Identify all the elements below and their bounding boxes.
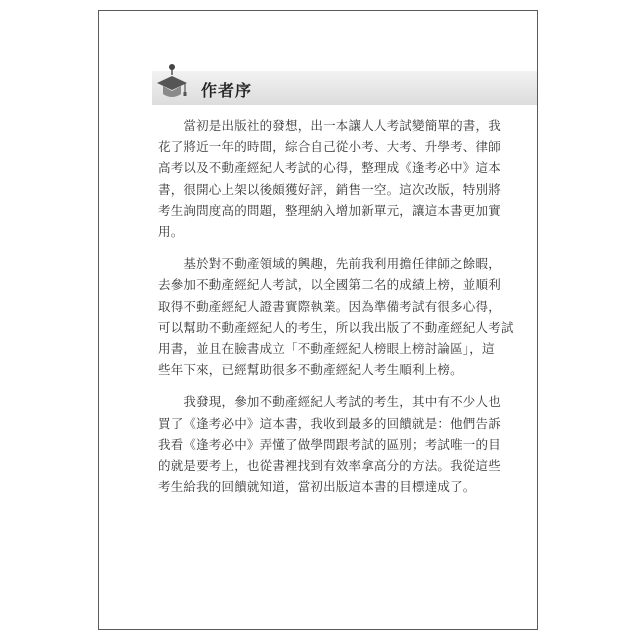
text-line: 些年下來，已經幫助很多不動產經紀人考生順利上榜。 xyxy=(158,362,463,378)
text-line: 基於對不動產領域的興趣，先前我利用擔任律師之餘暇， xyxy=(158,256,501,272)
text-line: 花了將近一年的時間，綜合自己從小考、大考、升學考、律師 xyxy=(158,139,501,155)
text-line: 考生給我的回饋就知道，當初出版這本書的目標達成了。 xyxy=(158,479,476,495)
section-title: 作者序 xyxy=(201,81,253,100)
paragraph xyxy=(158,391,501,497)
text-line: 去參加不動產經紀人考試，以全國第二名的成績上榜，並順利 xyxy=(158,277,501,293)
text-line: 買了《逢考必中》這本書，我收到最多的回饋就是：他們告訴 xyxy=(158,415,501,431)
text-line: 取得不動產經紀人證書實際執業。因為準備考試有很多心得， xyxy=(158,298,501,314)
text-line: 的就是要考上，也從書裡找到有效率拿高分的方法。我從這些 xyxy=(158,458,501,474)
paragraph xyxy=(158,115,501,242)
book-page xyxy=(98,10,538,630)
paragraph xyxy=(158,253,514,380)
text-line: 用。 xyxy=(158,224,184,240)
preface-body xyxy=(158,115,514,508)
text-line: 我發現，參加不動產經紀人考試的考生，其中有不少人也 xyxy=(158,394,501,410)
text-line: 高考以及不動產經紀人考試的心得，整理成《逢考必中》這本 xyxy=(158,160,501,176)
text-line: 用書，並且在臉書成立「不動產經紀人榜眼上榜討論區」，這 xyxy=(158,341,495,357)
text-line: 考生詢問度高的問題，整理納入增加新單元，讓這本書更加實 xyxy=(158,202,501,218)
text-line: 可以幫助不動產經紀人的考生，所以我出版了不動產經紀人考試 xyxy=(158,319,514,335)
text-line: 我看《逢考必中》弄懂了做學問跟考試的區別；考試唯一的目 xyxy=(158,436,501,452)
graduation-cap-icon xyxy=(155,63,189,103)
text-line: 當初是出版社的發想，出一本讓人人考試變簡單的書，我 xyxy=(158,118,501,133)
text-line: 書，很開心上架以後頗獲好評，銷售一空。這次改版，特別將 xyxy=(158,181,501,197)
